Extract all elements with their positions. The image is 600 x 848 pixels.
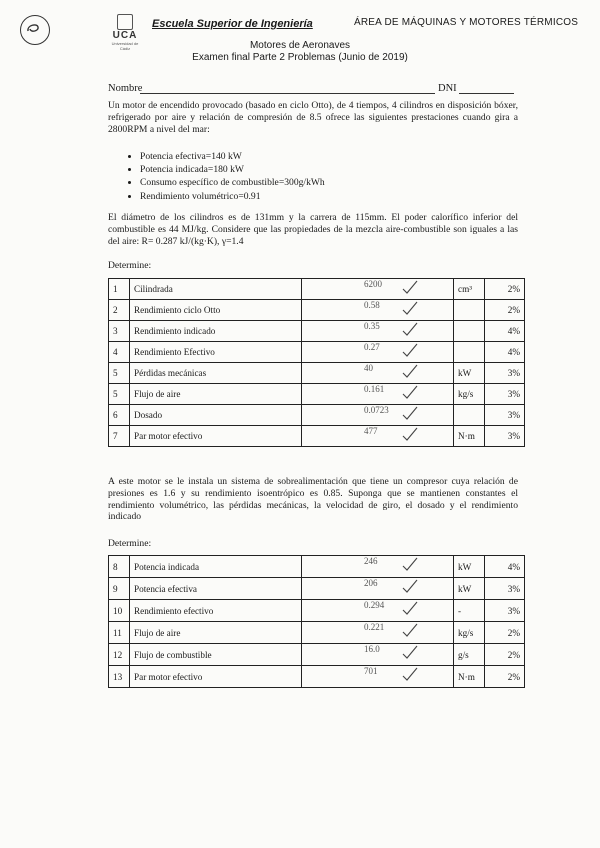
question-number: 1: [109, 279, 130, 300]
answer-cell[interactable]: [302, 556, 454, 578]
question-weight: 3%: [485, 426, 525, 447]
answer-cell[interactable]: [302, 622, 454, 644]
table-row: [109, 426, 525, 447]
answer-cell[interactable]: [302, 384, 454, 405]
handwritten-answer: 16.0: [364, 644, 380, 654]
table-row: [109, 279, 525, 300]
question-label: Rendimiento efectivo: [130, 600, 302, 622]
answer-unit: kW: [454, 363, 485, 384]
question-label: Par motor efectivo: [130, 666, 302, 688]
name-label: Nombre: [108, 83, 143, 94]
question-label: Potencia efectiva: [130, 578, 302, 600]
question-label: Rendimiento ciclo Otto: [130, 300, 302, 321]
question-number: 5: [109, 384, 130, 405]
question-label: Rendimiento indicado: [130, 321, 302, 342]
exam-subtitle: Examen final Parte 2 Problemas (Junio de 2019): [192, 52, 408, 63]
supercharge-paragraph: A este motor se le instala un sistema de sobrealimentación que tiene un compresor cuya relación de presiones es 1.6 y su rendimiento isoentrópico es 0.85. Suponga que se mantienen constantes el rendimiento volumétrico, las pérdidas mecánicas, la velocidad de giro, el dosado y el rendimiento indicado: [108, 476, 518, 523]
table-row: [109, 300, 525, 321]
determine-label-1: Determine:: [108, 260, 152, 271]
question-number: 5: [109, 363, 130, 384]
course-title: Motores de Aeronaves: [249, 40, 351, 51]
answer-unit: [454, 342, 485, 363]
spec-item: • Consumo específico de combustible=300g/kWh: [140, 176, 325, 189]
answer-cell[interactable]: [302, 644, 454, 666]
question-label: Flujo de aire: [130, 384, 302, 405]
dni-label: DNI: [438, 83, 457, 94]
exam-title: [0, 40, 600, 64]
answer-unit: N·m: [454, 666, 485, 688]
question-number: 10: [109, 600, 130, 622]
checkmark-icon: [402, 280, 418, 294]
question-number: 6: [109, 405, 130, 426]
handwritten-answer: 0.35: [364, 321, 380, 331]
checkmark-icon: [402, 623, 418, 637]
table-row: [109, 384, 525, 405]
answer-unit: kg/s: [454, 622, 485, 644]
question-label: Rendimiento Efectivo: [130, 342, 302, 363]
spec-item: • Rendimiento volumétrico=0.91: [140, 190, 325, 203]
school-name: Escuela Superior de Ingeniería: [152, 18, 313, 30]
data-paragraph: El diámetro de los cilindros es de 131mm y la carrera de 115mm. El poder calorífico inferior del combustible es 44 MJ/kg. Considere que las propiedades de la mezcla aire-combustible son iguales a las del aire: R= 0.287 kJ/(kg·K), γ=1.4: [108, 212, 518, 247]
handwritten-answer: 6200: [364, 279, 382, 289]
answer-cell[interactable]: [302, 279, 454, 300]
questions-table-2: [108, 555, 525, 688]
answer-cell[interactable]: [302, 363, 454, 384]
answer-cell[interactable]: [302, 600, 454, 622]
answer-unit: g/s: [454, 644, 485, 666]
checkmark-icon: [402, 645, 418, 659]
answer-cell[interactable]: [302, 300, 454, 321]
university-crest-icon: [117, 14, 133, 30]
question-number: 12: [109, 644, 130, 666]
questions-table-1: [108, 278, 525, 447]
question-weight: 4%: [485, 321, 525, 342]
spec-item: • Potencia efectiva=140 kW: [140, 150, 325, 163]
question-label: Flujo de combustible: [130, 644, 302, 666]
question-weight: 2%: [485, 622, 525, 644]
question-weight: 3%: [485, 363, 525, 384]
table-row: [109, 666, 525, 688]
table-row: [109, 622, 525, 644]
question-label: Pérdidas mecánicas: [130, 363, 302, 384]
answer-unit: kW: [454, 578, 485, 600]
checkmark-icon: [402, 427, 418, 441]
table-row: [109, 578, 525, 600]
question-number: 9: [109, 578, 130, 600]
question-number: 2: [109, 300, 130, 321]
question-label: Potencia indicada: [130, 556, 302, 578]
checkmark-icon: [402, 557, 418, 571]
question-label: Flujo de aire: [130, 622, 302, 644]
question-number: 4: [109, 342, 130, 363]
question-weight: 3%: [485, 600, 525, 622]
answer-cell[interactable]: [302, 578, 454, 600]
handwritten-answer: 206: [364, 578, 378, 588]
handwritten-answer: 0.161: [364, 384, 385, 394]
dni-field[interactable]: [459, 93, 514, 94]
question-number: 7: [109, 426, 130, 447]
handwritten-answer: 0.27: [364, 342, 380, 352]
question-weight: 2%: [485, 666, 525, 688]
question-weight: 2%: [485, 300, 525, 321]
answer-unit: kg/s: [454, 384, 485, 405]
question-number: 11: [109, 622, 130, 644]
table-row: [109, 600, 525, 622]
handwritten-answer: 0.294: [364, 600, 385, 610]
checkmark-icon: [402, 667, 418, 681]
checkmark-icon: [402, 301, 418, 315]
answer-unit: N·m: [454, 426, 485, 447]
answer-cell[interactable]: [302, 342, 454, 363]
university-logo-text: UCA: [112, 30, 138, 41]
question-number: 8: [109, 556, 130, 578]
answer-unit: cm³: [454, 279, 485, 300]
answer-unit: kW: [454, 556, 485, 578]
handwritten-answer: 0.58: [364, 300, 380, 310]
checkmark-icon: [402, 385, 418, 399]
handwritten-answer: 40: [364, 363, 373, 373]
table-row: [109, 363, 525, 384]
question-weight: 3%: [485, 384, 525, 405]
specs-list: [108, 150, 325, 203]
department-area: ÁREA DE MÁQUINAS Y MOTORES TÉRMICOS: [354, 17, 579, 28]
checkmark-icon: [402, 406, 418, 420]
intro-paragraph: Un motor de encendido provocado (basado en ciclo Otto), de 4 tiempos, 4 cilindros en disposición bóxer, refrigerado por aire y relación de compresión de 8.5 ofrece las siguientes prestaciones cuando gira a 2800RPM a nivel del mar:: [108, 100, 518, 135]
question-weight: 3%: [485, 578, 525, 600]
name-field[interactable]: [140, 93, 435, 94]
answer-unit: -: [454, 600, 485, 622]
question-weight: 4%: [485, 342, 525, 363]
determine-label-2: Determine:: [108, 538, 152, 549]
question-label: Dosado: [130, 405, 302, 426]
table-row: [109, 342, 525, 363]
answer-unit: [454, 321, 485, 342]
university-subtitle: Universidad de Cádiz: [111, 41, 139, 51]
table-row: [109, 644, 525, 666]
question-number: 13: [109, 666, 130, 688]
question-weight: 4%: [485, 556, 525, 578]
question-weight: 3%: [485, 405, 525, 426]
question-weight: 2%: [485, 279, 525, 300]
answer-cell[interactable]: [302, 666, 454, 688]
table-row: [109, 556, 525, 578]
question-weight: 2%: [485, 644, 525, 666]
answer-cell[interactable]: [302, 405, 454, 426]
checkmark-icon: [402, 343, 418, 357]
checkmark-icon: [402, 601, 418, 615]
table-row: [109, 321, 525, 342]
question-label: Par motor efectivo: [130, 426, 302, 447]
question-label: Cilindrada: [130, 279, 302, 300]
handwritten-answer: 0.221: [364, 622, 385, 632]
checkmark-icon: [402, 364, 418, 378]
question-number: 3: [109, 321, 130, 342]
answer-cell[interactable]: [302, 321, 454, 342]
table-row: [109, 405, 525, 426]
checkmark-icon: [402, 322, 418, 336]
handwritten-answer: 701: [364, 666, 378, 676]
answer-unit: [454, 300, 485, 321]
answer-cell[interactable]: [302, 426, 454, 447]
handwritten-answer: 246: [364, 556, 378, 566]
checkmark-icon: [402, 579, 418, 593]
spec-item: • Potencia indicada=180 kW: [140, 163, 325, 176]
answer-unit: [454, 405, 485, 426]
handwritten-answer: 477: [364, 426, 378, 436]
handwritten-answer: 0.0723: [364, 405, 389, 415]
